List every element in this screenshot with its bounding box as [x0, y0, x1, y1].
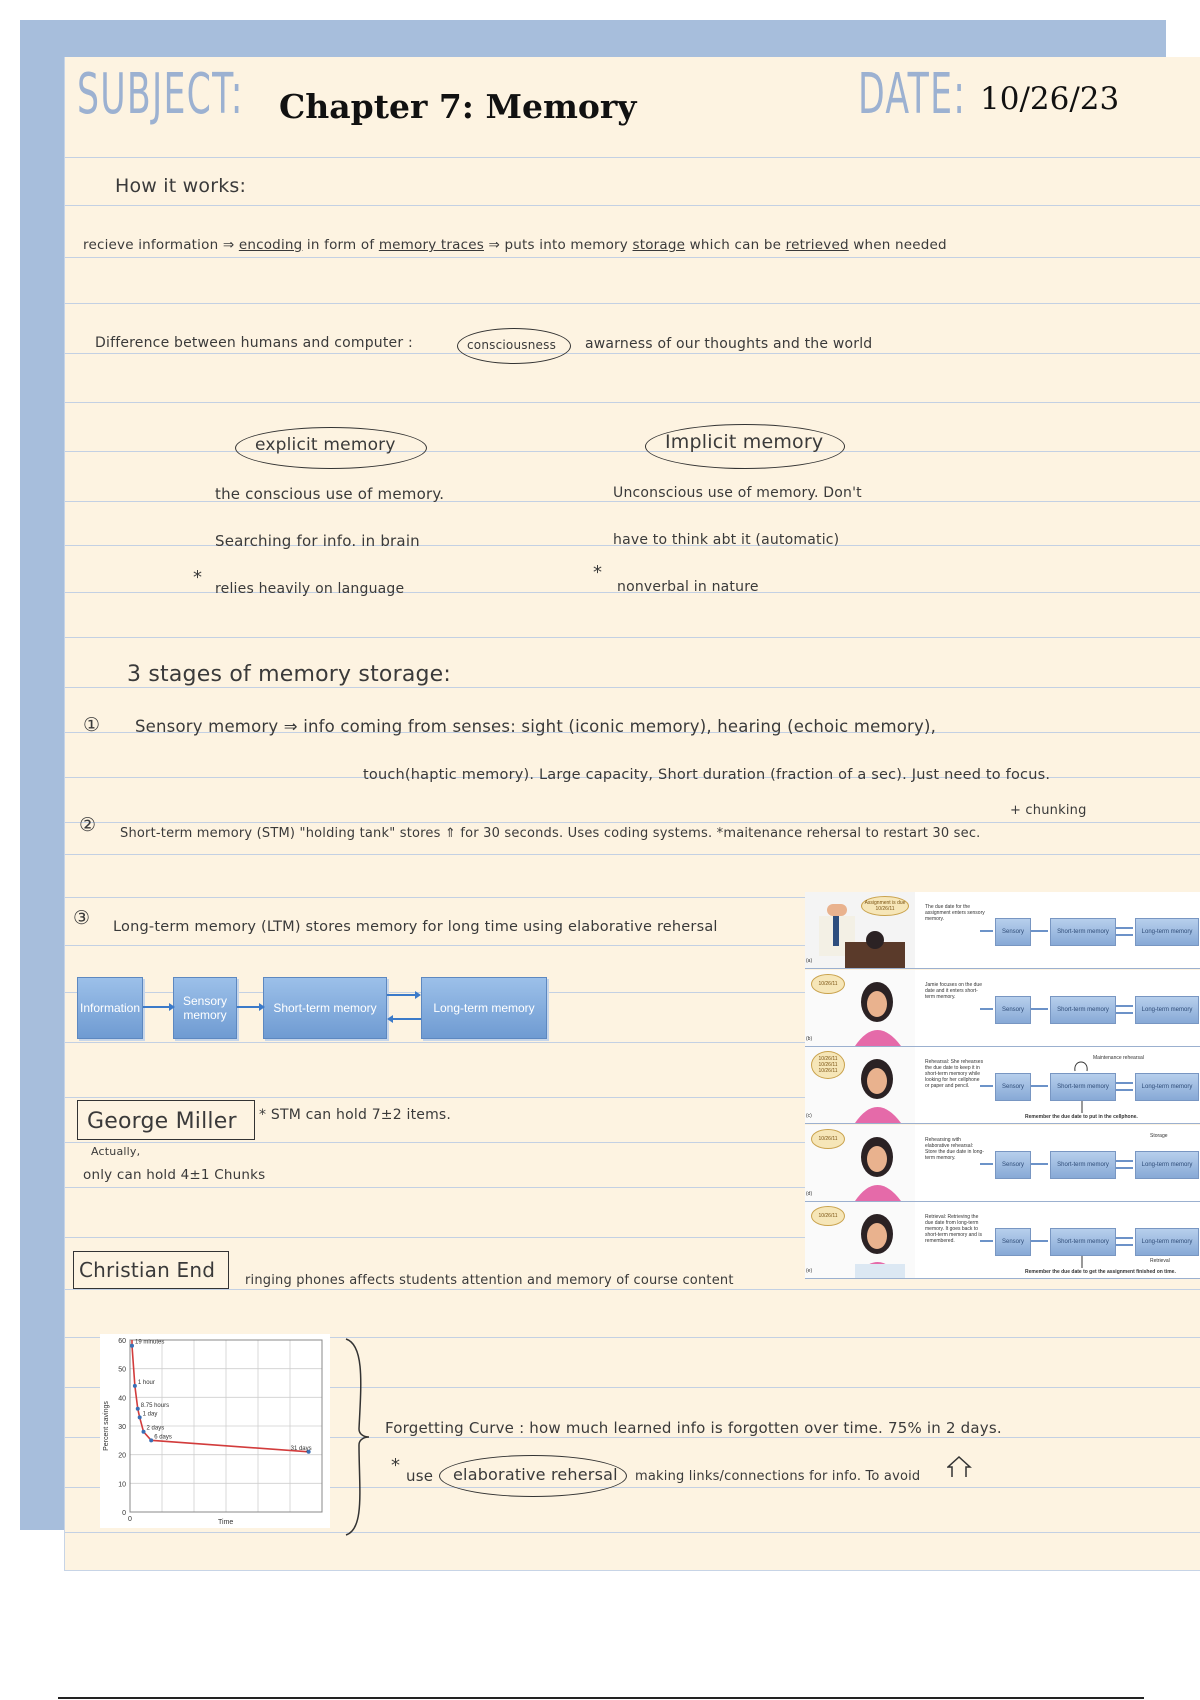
flow-arrows	[65, 957, 565, 1057]
panel-description: Rehearsal: She rehearses the due date to keep it in short-term memory while looking for her cellphone or paper and pencil.	[925, 1059, 984, 1089]
point-label: 8.75 hours	[140, 1402, 170, 1409]
flow-long-term: Long-term memory	[421, 977, 547, 1039]
stage3-number: ③	[73, 907, 91, 929]
panel-letter: (c)	[806, 1113, 812, 1119]
panel-flow-box: Sensory	[995, 1073, 1031, 1101]
y-tick-label: 60	[118, 1338, 126, 1345]
implicit-line-2: have to think abt it (automatic)	[613, 532, 840, 548]
forgetting-curve-chart	[100, 1334, 330, 1528]
stage1-line1: Sensory memory ⇒ info coming from senses: sight (iconic memory), hearing (echoic memory),	[135, 717, 937, 736]
how-line: recieve information ⇒ encoding in form of memory traces ⇒ puts into memory storage which can be retrieved when needed	[83, 237, 947, 253]
figure-panel	[805, 892, 1200, 969]
y-tick-label: 20	[118, 1452, 126, 1460]
ruled-line	[65, 257, 1200, 258]
panel-flow-arrows	[805, 970, 1200, 1046]
stage1-line2: touch(haptic memory). Large capacity, Short duration (fraction of a sec). Just need to focus.	[363, 767, 1051, 783]
explicit-title: explicit memory	[255, 435, 396, 455]
thought-bubble: 10/26/11 10/26/11 10/26/11	[811, 1051, 845, 1079]
panel-flow-box: Short-term memory	[1050, 1151, 1116, 1179]
panel-flow-arrows	[805, 892, 1200, 968]
panel-note: Storage	[1150, 1133, 1168, 1139]
point-label: 6 days	[154, 1434, 172, 1441]
panel-description: Retrieval: Retrieving the due date from long-term memory. It goes back to short-term memory and is remembered.	[925, 1214, 982, 1244]
forgetting-star: *	[391, 1455, 401, 1476]
data-point	[133, 1384, 137, 1388]
data-point	[130, 1344, 134, 1348]
thought-bubble: Assignment is due 10/26/11	[861, 896, 909, 916]
stage3-line: Long-term memory (LTM) stores memory for long time using elaborative rehersal	[113, 919, 718, 935]
subject-title: Chapter 7: Memory	[279, 87, 637, 126]
ruled-line	[65, 205, 1200, 206]
chart-svg	[100, 1334, 330, 1528]
data-point	[136, 1407, 140, 1411]
george-miller-name: George Miller	[87, 1109, 237, 1134]
forgetting-line: Forgetting Curve : how much learned info is forgotten over time. 75% in 2 days.	[385, 1419, 1002, 1437]
ruled-line	[65, 402, 1200, 403]
explicit-star: *	[193, 567, 203, 588]
figure-panel	[805, 970, 1200, 1047]
panel-flow-box: Long-term memory	[1135, 1228, 1199, 1256]
awareness-text: awarness of our thoughts and the world	[585, 336, 873, 352]
christian-end-name: Christian End	[79, 1258, 216, 1282]
date-value: 10/26/23	[980, 81, 1120, 117]
stage2-number: ②	[79, 814, 97, 836]
panel-flow-box: Sensory	[995, 918, 1031, 946]
flow-short-term: Short-term memory	[263, 977, 387, 1039]
implicit-star: *	[593, 562, 603, 583]
subject-label: SUBJECT:	[77, 62, 244, 127]
bracket	[343, 1337, 373, 1537]
panel-flow-box: Sensory	[995, 996, 1031, 1024]
thought-bubble: 10/26/11	[811, 1206, 845, 1226]
panel-flow-arrows	[805, 1125, 1200, 1201]
explicit-line-1: the conscious use of memory.	[215, 485, 445, 503]
panel-flow-box: Long-term memory	[1135, 1151, 1199, 1179]
point-label: 1 day	[142, 1411, 158, 1418]
panel-note: Maintenance rehearsal	[1093, 1055, 1144, 1061]
forgetting-line2: making links/connections for info. To avoid	[635, 1469, 921, 1484]
stage1-number: ①	[83, 714, 101, 736]
ruled-line	[65, 637, 1200, 638]
panel-flow-box: Short-term memory	[1050, 1073, 1116, 1101]
panel-flow-box: Short-term memory	[1050, 996, 1116, 1024]
data-point	[149, 1438, 153, 1442]
data-point	[142, 1430, 146, 1434]
consciousness-word: consciousness	[467, 338, 557, 352]
how-heading: How it works:	[115, 175, 247, 197]
thought-bubble: 10/26/11	[811, 974, 845, 994]
y-tick-label: 40	[118, 1395, 126, 1403]
ruled-line	[65, 157, 1200, 158]
stages-heading: 3 stages of memory storage:	[127, 662, 452, 687]
page-bottom-line	[58, 1697, 1144, 1699]
point-label: 31 days	[290, 1445, 312, 1452]
y-tick-label: 10	[118, 1481, 126, 1489]
panel-flow-arrows	[805, 1202, 1200, 1278]
panel-flow-box: Long-term memory	[1135, 996, 1199, 1024]
panel-flow-box: Sensory	[995, 1228, 1031, 1256]
panel-caption: Remember the due date to put in the cellphone.	[1025, 1114, 1138, 1120]
y-tick-label: 0	[122, 1510, 126, 1517]
panel-description: Rehearsing with elaborative rehearsal: Store the due date in long-term memory.	[925, 1137, 984, 1161]
use-word: use	[406, 1467, 434, 1485]
x-tick-label: 0	[128, 1516, 132, 1523]
ruled-line	[65, 1532, 1200, 1533]
panel-note: Retrieval	[1150, 1258, 1170, 1264]
x-axis-label: Time	[218, 1519, 234, 1526]
up-arrow-icon	[947, 1455, 975, 1481]
data-point	[138, 1415, 142, 1419]
point-label: 2 days	[146, 1425, 165, 1432]
implicit-line-1: Unconscious use of memory. Don't	[613, 485, 862, 501]
ruled-line	[65, 303, 1200, 304]
panel-caption: Remember the due date to get the assignment finished on time.	[1025, 1269, 1176, 1275]
panel-flow-box: Short-term memory	[1050, 918, 1116, 946]
stage2-line: Short-term memory (STM) "holding tank" stores ⇑ for 30 seconds. Uses coding systems. *maitenance rehersal to restart 30 sec.	[120, 826, 981, 841]
date-label: DATE:	[858, 62, 967, 127]
elaborative-word: elaborative rehersal	[453, 1465, 618, 1484]
panel-flow-box: Short-term memory	[1050, 1228, 1116, 1256]
point-label: 19 minutes	[135, 1339, 165, 1346]
ruled-line	[65, 1289, 1200, 1290]
figure-panel	[805, 1202, 1200, 1279]
explicit-line-2: Searching for info. in brain	[215, 532, 420, 550]
implicit-title: Implicit memory	[665, 431, 824, 453]
end-line: ringing phones affects students attention and memory of course content	[245, 1273, 734, 1288]
flow-sensory: Sensory memory	[173, 977, 237, 1039]
panel-flow-box: Long-term memory	[1135, 918, 1199, 946]
miller-line2: only can hold 4±1 Chunks	[83, 1167, 266, 1183]
panel-letter: (e)	[806, 1268, 813, 1274]
thought-bubble: 10/26/11	[811, 1129, 845, 1149]
miller-actually: Actually,	[91, 1145, 141, 1158]
panel-flow-box: Long-term memory	[1135, 1073, 1199, 1101]
miller-line1: * STM can hold 7±2 items.	[259, 1107, 452, 1123]
chunking-note: + chunking	[1010, 803, 1087, 818]
panel-flow-box: Sensory	[995, 1151, 1031, 1179]
flow-information: Information	[77, 977, 143, 1039]
difference-text: Difference between humans and computer :	[95, 335, 413, 351]
point-label: 1 hour	[137, 1379, 155, 1386]
y-axis-label: Percent savings	[103, 1401, 110, 1451]
panel-letter: (b)	[806, 1036, 813, 1042]
panel-description: The due date for the assignment enters sensory memory.	[925, 904, 985, 922]
explicit-line-3: relies heavily on language	[215, 581, 405, 597]
y-tick-label: 30	[118, 1424, 126, 1431]
y-tick-label: 50	[118, 1366, 126, 1374]
implicit-line-3: nonverbal in nature	[617, 579, 759, 595]
figure-panel	[805, 1047, 1200, 1124]
ruled-line	[65, 687, 1200, 688]
panel-letter: (a)	[806, 958, 813, 964]
ruled-line	[65, 822, 1200, 823]
ruled-line	[65, 353, 1200, 354]
ruled-line	[65, 854, 1200, 855]
panel-description: Jamie focuses on the due date and it enters short-term memory.	[925, 982, 982, 1000]
figure-panel	[805, 1125, 1200, 1202]
panel-letter: (d)	[806, 1191, 813, 1197]
